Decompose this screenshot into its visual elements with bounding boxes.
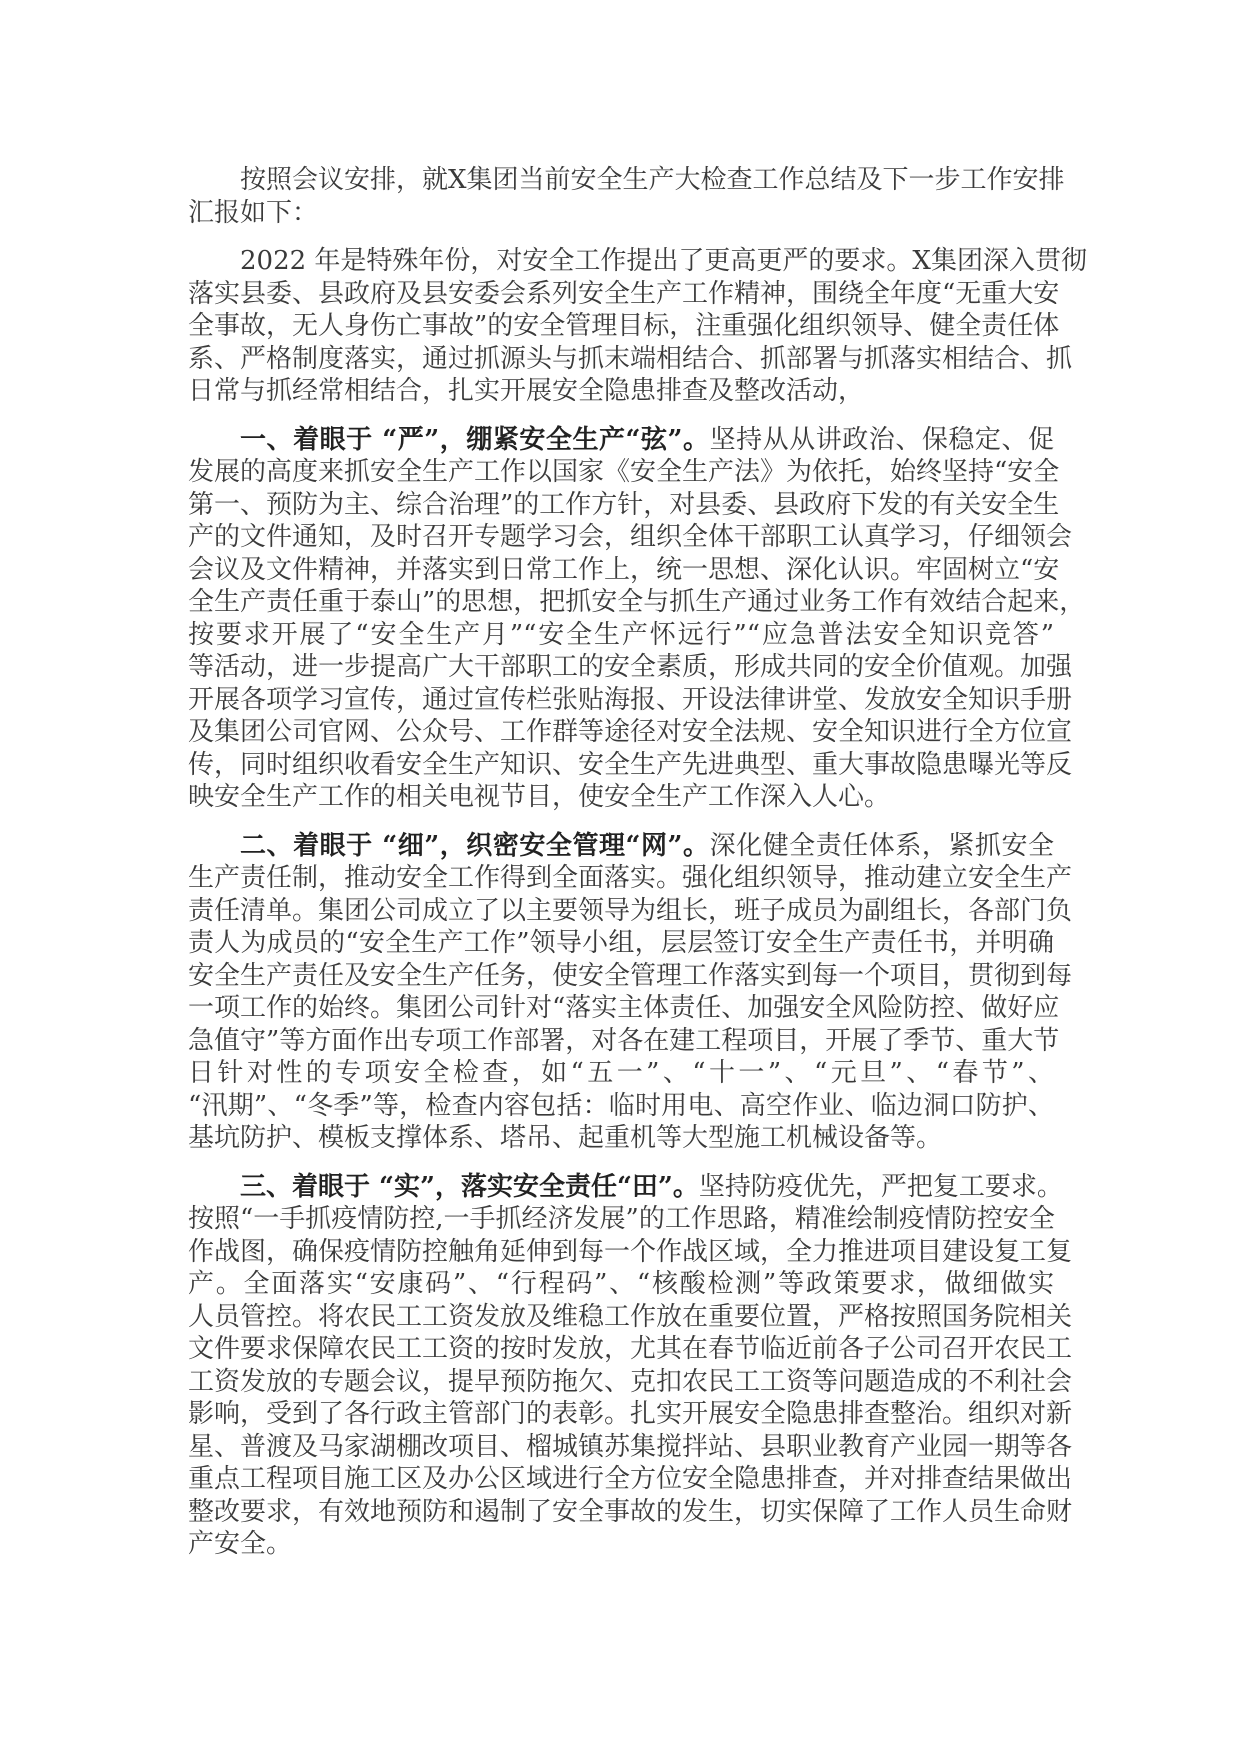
- text-line: [188, 489, 1060, 522]
- text-line: [188, 927, 1054, 960]
- text-line: [188, 1496, 1073, 1529]
- line-text: 人员管控。将农民工工资发放及维稳工作放在重要位置，严格按照国务院相关: [188, 1301, 1073, 1332]
- line-text: 坚持防疫优先，严把复工要求。: [698, 1171, 1063, 1202]
- line-text: 按照“一手抓疫情防控,一手抓经济发展”的工作思路，精准绘制疫情防控安全: [188, 1204, 1055, 1234]
- line-text: 急值守”等方面作出专项工作部署，对各在建工程项目，开展了季节、重大节: [188, 1025, 1060, 1056]
- text-line: [188, 1398, 1073, 1431]
- text-line: [188, 684, 1073, 717]
- line-text: 映安全生产工作的相关电视节目，使安全生产工作深入人心。: [188, 782, 891, 812]
- line-text: 基坑防护、模板支撑体系、塔吊、起重机等大型施工机械设备等。: [188, 1123, 943, 1153]
- section-paragraph: [188, 424, 1086, 814]
- text-line: [188, 245, 1087, 278]
- line-text: 及集团公司官网、公众号、工作群等途径对安全法规、安全知识进行全方位宣: [188, 717, 1073, 747]
- line-text: 汇报如下：: [188, 197, 319, 228]
- text-line: [188, 1301, 1073, 1334]
- line-text: 深化健全责任体系，紧抓安全: [709, 830, 1054, 861]
- line-text: 全生产责任重于泰山”的思想，把抓安全与抓生产通过业务工作有效结合起来，: [188, 587, 1086, 617]
- text-line: [188, 749, 1073, 782]
- line-text: 责人为成员的“安全生产工作”领导小组，层层签订安全生产责任书，并明确: [188, 928, 1054, 958]
- text-line: [188, 278, 1060, 311]
- line-text: 责任清单。集团公司成立了以主要领导为组长，班子成员为副组长，各部门负: [188, 895, 1073, 926]
- document-page: [188, 164, 1087, 1577]
- line-text: 2022 年是特殊年份，对安全工作提出了更高更严的要求。X集团深入贯彻: [240, 246, 1087, 276]
- text-line: [188, 1528, 1054, 1561]
- text-line: [188, 781, 1054, 814]
- text-line: [188, 197, 1054, 230]
- line-text: 重点工程项目施工区及办公区域进行全方位安全隐患排查，并对排查结果做出: [188, 1464, 1073, 1494]
- text-line: [188, 1171, 1063, 1204]
- text-line: [188, 456, 1060, 489]
- line-text: 一项工作的始终。集团公司针对“落实主体责任、加强安全风险防控、做好应: [188, 993, 1060, 1023]
- section-heading: 二、着眼于 “细”，织密安全管理“网”。: [240, 830, 710, 861]
- line-text: 工资发放的专题会议，提早预防拖欠、克扣农民工工资等问题造成的不利社会: [188, 1366, 1073, 1397]
- section-paragraph: [188, 1171, 1073, 1561]
- line-text: “汛期”、“冬季”等，检查内容包括：临时用电、高空作业、临边洞口防护、: [188, 1090, 1054, 1121]
- text-line: [188, 1025, 1060, 1058]
- text-line: [188, 554, 1060, 587]
- text-line: [188, 1268, 1054, 1301]
- text-line: [188, 716, 1073, 749]
- line-text: 产的文件通知，及时召开专题学习会，组织全体干部职工认真学习，仔细领会: [188, 522, 1073, 552]
- text-line: [188, 375, 1054, 408]
- text-line: [188, 1463, 1073, 1496]
- text-line: [188, 1090, 1054, 1123]
- line-text: 会议及文件精神，并落实到日常工作上，统一思想、深化认识。牢固树立“安: [188, 554, 1060, 585]
- text-line: [188, 651, 1073, 684]
- line-text: 系、严格制度落实，通过抓源头与抓末端相结合、抓部署与抓落实相结合、抓: [188, 343, 1073, 374]
- line-text: 作战图，确保疫情防控触角延伸到每一个作战区域，全力推进项目建设复工复: [188, 1236, 1073, 1267]
- text-line: [188, 862, 1073, 895]
- line-text: 日常与抓经常相结合，扎实开展安全隐患排查及整改活动，: [188, 376, 865, 406]
- line-text: 整改要求，有效地预防和遏制了安全事故的发生，切实保障了工作人员生命财: [188, 1496, 1073, 1527]
- text-line: [188, 343, 1073, 376]
- text-line: [188, 619, 1054, 652]
- text-line: [188, 1431, 1073, 1464]
- body-paragraph: [188, 164, 1065, 229]
- text-line: [188, 1366, 1073, 1399]
- text-line: [188, 310, 1060, 343]
- text-line: [188, 164, 1065, 197]
- text-line: [188, 1057, 1054, 1090]
- line-text: 安全生产责任及安全生产任务，使安全管理工作落实到每一个项目，贯彻到每: [188, 960, 1073, 991]
- line-text: 发展的高度来抓安全生产工作以国家《安全生产法》为依托，始终坚持“安全: [188, 457, 1060, 487]
- text-line: [188, 992, 1060, 1025]
- line-text: 星、普渡及马家湖棚改项目、榴城镇苏集搅拌站、县职业教育产业园一期等各: [188, 1431, 1073, 1462]
- line-text: 开展各项学习宣传，通过宣传栏张贴海报、开设法律讲堂、发放安全知识手册: [188, 684, 1073, 715]
- body-paragraph: [188, 245, 1087, 408]
- text-line: [188, 424, 1054, 457]
- text-line: [188, 1333, 1073, 1366]
- line-text: 产。全面落实“安康码”、“行程码”、“核酸检测”等政策要求，做细做实: [188, 1269, 1054, 1299]
- line-text: 日针对性的专项安全检查，如“五一”、“十一”、“元旦”、“春节”、: [188, 1058, 1054, 1088]
- line-text: 等活动，进一步提高广大干部职工的安全素质，形成共同的安全价值观。加强: [188, 652, 1073, 682]
- line-text: 产安全。: [188, 1529, 293, 1559]
- line-text: 传，同时组织收看安全生产知识、安全生产先进典型、重大事故隐患曝光等反: [188, 749, 1073, 780]
- section-heading: 三、着眼于 “实”，落实安全责任“田”。: [240, 1171, 699, 1202]
- line-text: 生产责任制，推动安全工作得到全面落实。强化组织领导，推动建立安全生产: [188, 863, 1073, 893]
- text-line: [188, 1236, 1073, 1269]
- section-heading: 一、着眼于 “严”，绷紧安全生产“弦”。: [240, 424, 710, 455]
- text-line: [188, 521, 1073, 554]
- text-line: [188, 1122, 1054, 1155]
- text-line: [188, 960, 1073, 993]
- line-text: 影响，受到了各行政主管部门的表彰。扎实开展安全隐患排查整治。组织对新: [188, 1399, 1073, 1429]
- line-text: 落实县委、县政府及县安委会系列安全生产工作精神，围绕全年度“无重大安: [188, 278, 1060, 309]
- line-text: 文件要求保障农民工工资的按时发放，尤其在春节临近前各子公司召开农民工: [188, 1334, 1073, 1364]
- line-text: 坚持从从讲政治、保稳定、促: [709, 424, 1054, 455]
- text-line: [188, 1203, 1054, 1236]
- line-text: 按要求开展了“安全生产月”“安全生产怀远行”“应急普法安全知识竞答”: [188, 619, 1054, 650]
- section-paragraph: [188, 830, 1073, 1155]
- text-line: [188, 830, 1054, 863]
- line-text: 第一、预防为主、综合治理”的工作方针，对县委、县政府下发的有关安全生: [188, 489, 1060, 520]
- line-text: 全事故，无人身伤亡事故”的安全管理目标，注重强化组织领导、健全责任体: [188, 311, 1060, 341]
- text-line: [188, 895, 1073, 928]
- line-text: 按照会议安排，就X集团当前安全生产大检查工作总结及下一步工作安排: [240, 165, 1065, 195]
- text-line: [188, 586, 1086, 619]
